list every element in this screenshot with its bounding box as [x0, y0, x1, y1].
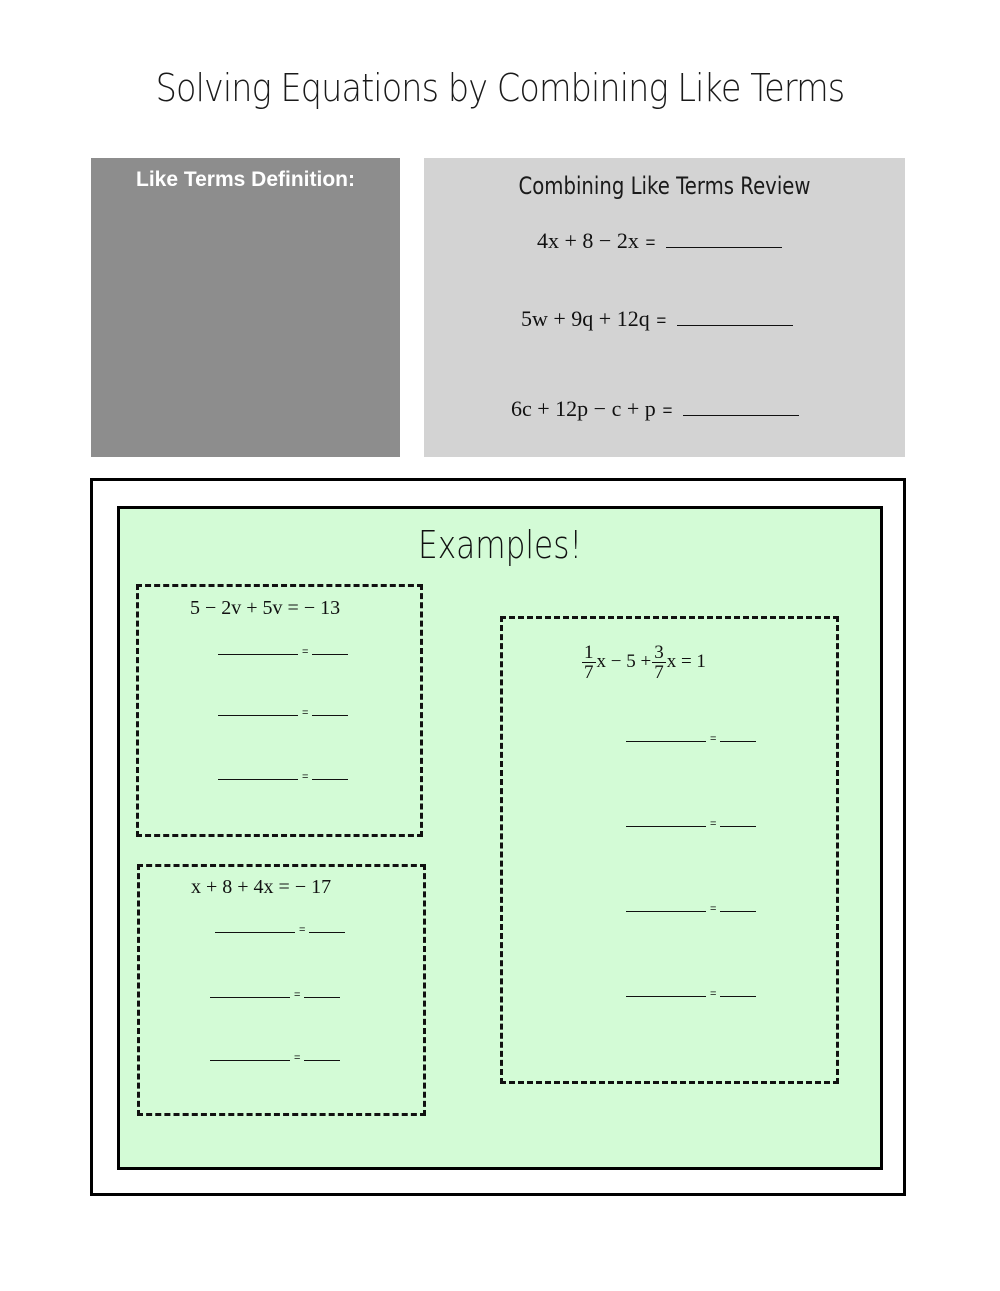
step-blank-left[interactable] — [210, 987, 290, 998]
review-expression: 6c + 12p − c + p — [511, 396, 656, 421]
step-blank-right[interactable] — [312, 705, 348, 716]
step-line[interactable] — [218, 769, 348, 783]
equals-sign: = — [294, 989, 301, 1001]
step-line[interactable] — [218, 644, 348, 658]
equals-sign: = — [656, 311, 667, 330]
step-blank-right[interactable] — [309, 922, 345, 933]
equation-tail: x = 1 — [666, 650, 706, 672]
equals-sign: = — [302, 646, 309, 658]
example-equation: 5 − 2v + 5v = − 13 — [190, 597, 341, 619]
fraction-denominator: 7 — [584, 662, 594, 683]
equals-sign: = — [302, 707, 309, 719]
equals-sign: = — [710, 733, 717, 745]
fraction — [582, 643, 596, 682]
example-box-2 — [137, 864, 426, 1116]
definition-box[interactable] — [91, 158, 400, 457]
definition-label: Like Terms Definition: — [136, 168, 355, 191]
equation-middle: x − 5 + — [596, 650, 652, 672]
step-line[interactable] — [626, 986, 756, 1000]
step-blank-left[interactable] — [626, 816, 706, 827]
example-equation: x + 8 + 4x = − 17 — [191, 876, 332, 898]
equals-sign: = — [710, 988, 717, 1000]
examples-panel — [117, 506, 883, 1170]
equals-sign: = — [645, 233, 656, 252]
equals-sign: = — [302, 771, 309, 783]
example-box-3 — [500, 616, 839, 1084]
review-title: Combining Like Terms Review — [518, 172, 811, 200]
fraction — [652, 643, 666, 682]
review-expression: 5w + 9q + 12q — [521, 306, 650, 331]
equals-sign: = — [710, 903, 717, 915]
step-blank-left[interactable] — [218, 644, 298, 655]
step-blank-right[interactable] — [304, 987, 340, 998]
step-line[interactable] — [626, 731, 756, 745]
step-line[interactable] — [210, 987, 340, 1001]
answer-blank[interactable] — [666, 233, 782, 248]
step-blank-right[interactable] — [312, 769, 348, 780]
step-blank-right[interactable] — [720, 901, 756, 912]
examples-title: Examples! — [418, 523, 582, 567]
fraction-numerator: 1 — [584, 642, 594, 663]
equals-sign: = — [299, 924, 306, 936]
step-blank-right[interactable] — [304, 1050, 340, 1061]
step-line[interactable] — [626, 816, 756, 830]
step-blank-left[interactable] — [218, 705, 298, 716]
step-blank-right[interactable] — [720, 731, 756, 742]
example-equation — [581, 643, 706, 682]
step-blank-left[interactable] — [626, 901, 706, 912]
step-blank-left[interactable] — [210, 1050, 290, 1061]
step-line[interactable] — [626, 901, 756, 915]
equals-sign: = — [294, 1052, 301, 1064]
step-blank-right[interactable] — [312, 644, 348, 655]
step-blank-left[interactable] — [626, 731, 706, 742]
step-line[interactable] — [210, 1050, 340, 1064]
step-blank-left[interactable] — [218, 769, 298, 780]
step-line[interactable] — [215, 922, 345, 936]
fraction-numerator: 3 — [654, 642, 664, 663]
step-blank-right[interactable] — [720, 986, 756, 997]
step-blank-left[interactable] — [215, 922, 295, 933]
review-equation-3 — [511, 396, 799, 422]
step-line[interactable] — [218, 705, 348, 719]
review-equation-1 — [537, 228, 782, 254]
fraction-denominator: 7 — [654, 662, 664, 683]
examples-frame — [90, 478, 906, 1196]
step-blank-left[interactable] — [626, 986, 706, 997]
equals-sign: = — [662, 401, 673, 420]
review-box — [424, 158, 905, 457]
review-equation-2 — [521, 306, 793, 332]
step-blank-right[interactable] — [720, 816, 756, 827]
answer-blank[interactable] — [677, 311, 793, 326]
equals-sign: = — [710, 818, 717, 830]
review-expression: 4x + 8 − 2x — [537, 228, 639, 253]
example-box-1 — [136, 584, 423, 837]
answer-blank[interactable] — [683, 401, 799, 416]
page-title: Solving Equations by Combining Like Terms — [155, 66, 845, 110]
